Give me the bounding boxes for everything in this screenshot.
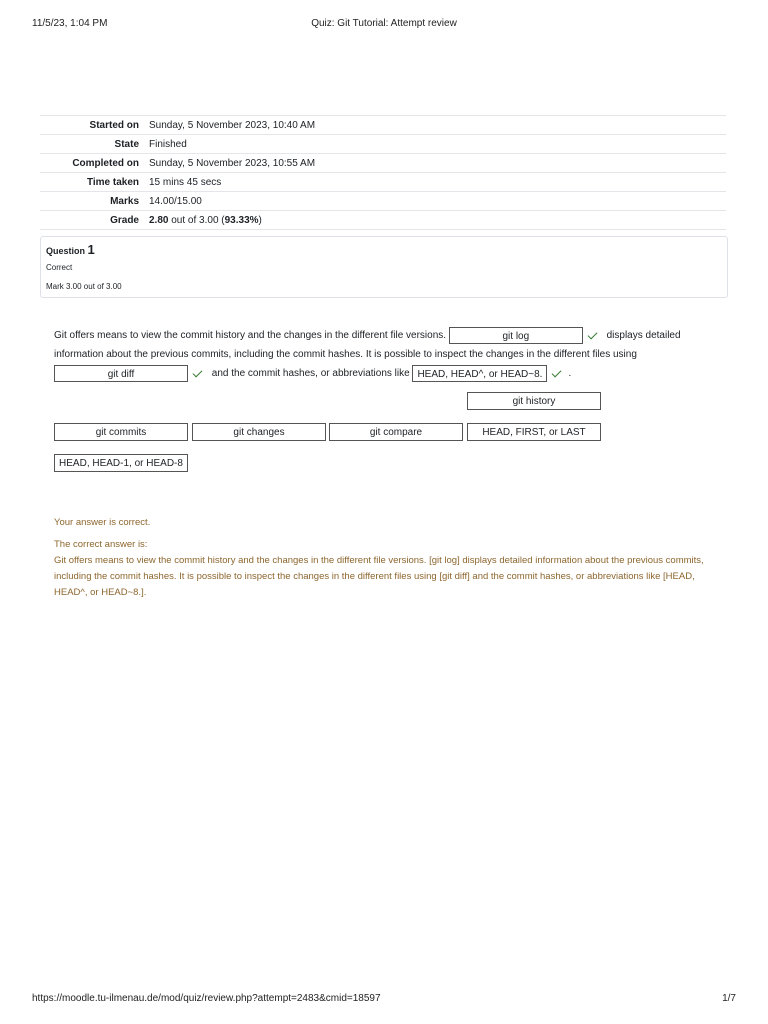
grade-value bbox=[149, 211, 726, 230]
summary-label: Completed on bbox=[72, 157, 139, 169]
drop-zone-3[interactable]: HEAD, HEAD^, or HEAD~8. bbox=[412, 365, 547, 382]
feedback-area bbox=[54, 515, 704, 601]
summary-label: Marks bbox=[110, 195, 139, 207]
grade-percent: 93.33% bbox=[224, 214, 259, 226]
drag-choice[interactable]: git commits bbox=[54, 423, 188, 441]
summary-value: Finished bbox=[149, 138, 187, 150]
drag-choice[interactable]: git changes bbox=[192, 423, 326, 441]
question-info-box bbox=[40, 236, 728, 298]
correct-answer-text: Git offers means to view the commit history and the changes in the different file versions. [git log] displays detailed information about the previous commits, including the commit hashes. It is possible to inspect the changes in the different files using [git diff] and the commit hashes, or abbreviations like [HEAD, HEAD^, or HEAD~8.]. bbox=[54, 555, 704, 598]
summary-value: 15 mins 45 secs bbox=[149, 176, 222, 188]
summary-label: Grade bbox=[110, 214, 139, 226]
page-number: 1/7 bbox=[722, 993, 736, 1004]
question-text-part: and the commit hashes, or abbreviations like bbox=[211, 368, 410, 380]
attempt-summary-table bbox=[40, 115, 726, 230]
print-header bbox=[32, 18, 736, 32]
print-url: https://moodle.tu-ilmenau.de/mod/quiz/review.php?attempt=2483&cmid=18597 bbox=[32, 993, 381, 1004]
grade-close: ) bbox=[258, 214, 262, 226]
question-label: Question bbox=[46, 246, 86, 256]
summary-row bbox=[40, 211, 726, 230]
question-text bbox=[54, 326, 724, 384]
summary-label: State bbox=[114, 138, 139, 150]
question-number bbox=[46, 242, 722, 257]
question-state: Correct bbox=[46, 263, 73, 272]
check-mark-icon bbox=[552, 370, 564, 378]
feedback-result: Your answer is correct. bbox=[54, 517, 151, 528]
grade-score: 2.80 bbox=[149, 214, 169, 226]
summary-row bbox=[40, 135, 726, 154]
drop-zone-2[interactable]: git diff bbox=[54, 365, 188, 382]
grade-out-of: out of 3.00 ( bbox=[168, 214, 225, 226]
summary-value: Sunday, 5 November 2023, 10:40 AM bbox=[149, 119, 316, 131]
check-mark-icon bbox=[588, 332, 600, 340]
drag-choice[interactable]: HEAD, FIRST, or LAST bbox=[467, 423, 601, 441]
drag-choice[interactable]: git history bbox=[467, 392, 601, 410]
drag-choice[interactable]: git compare bbox=[329, 423, 463, 441]
drop-zone-1[interactable]: git log bbox=[449, 327, 583, 344]
print-datetime: 11/5/23, 1:04 PM bbox=[32, 18, 108, 29]
question-text-part: displays detailed information about the previous commits, including the commit hashes. It is possible to inspect the changes in the different files using bbox=[54, 330, 681, 360]
correct-answer-label: The correct answer is: bbox=[54, 539, 148, 550]
summary-row bbox=[40, 173, 726, 192]
question-text-part: Git offers means to view the commit history and the changes in the different file versions. bbox=[54, 330, 447, 342]
summary-value: 14.00/15.00 bbox=[149, 195, 202, 207]
drag-choice[interactable]: HEAD, HEAD-1, or HEAD-8 bbox=[54, 454, 188, 472]
summary-row bbox=[40, 192, 726, 211]
question-num: 1 bbox=[87, 242, 95, 257]
summary-row bbox=[40, 154, 726, 173]
summary-value: Sunday, 5 November 2023, 10:55 AM bbox=[149, 157, 316, 169]
print-page-title: Quiz: Git Tutorial: Attempt review bbox=[311, 18, 457, 29]
check-mark-icon bbox=[193, 370, 205, 378]
summary-label: Started on bbox=[89, 119, 139, 131]
question-mark: Mark 3.00 out of 3.00 bbox=[46, 282, 122, 291]
summary-row bbox=[40, 116, 726, 135]
summary-label: Time taken bbox=[86, 176, 139, 188]
question-text-end: . bbox=[568, 368, 572, 380]
